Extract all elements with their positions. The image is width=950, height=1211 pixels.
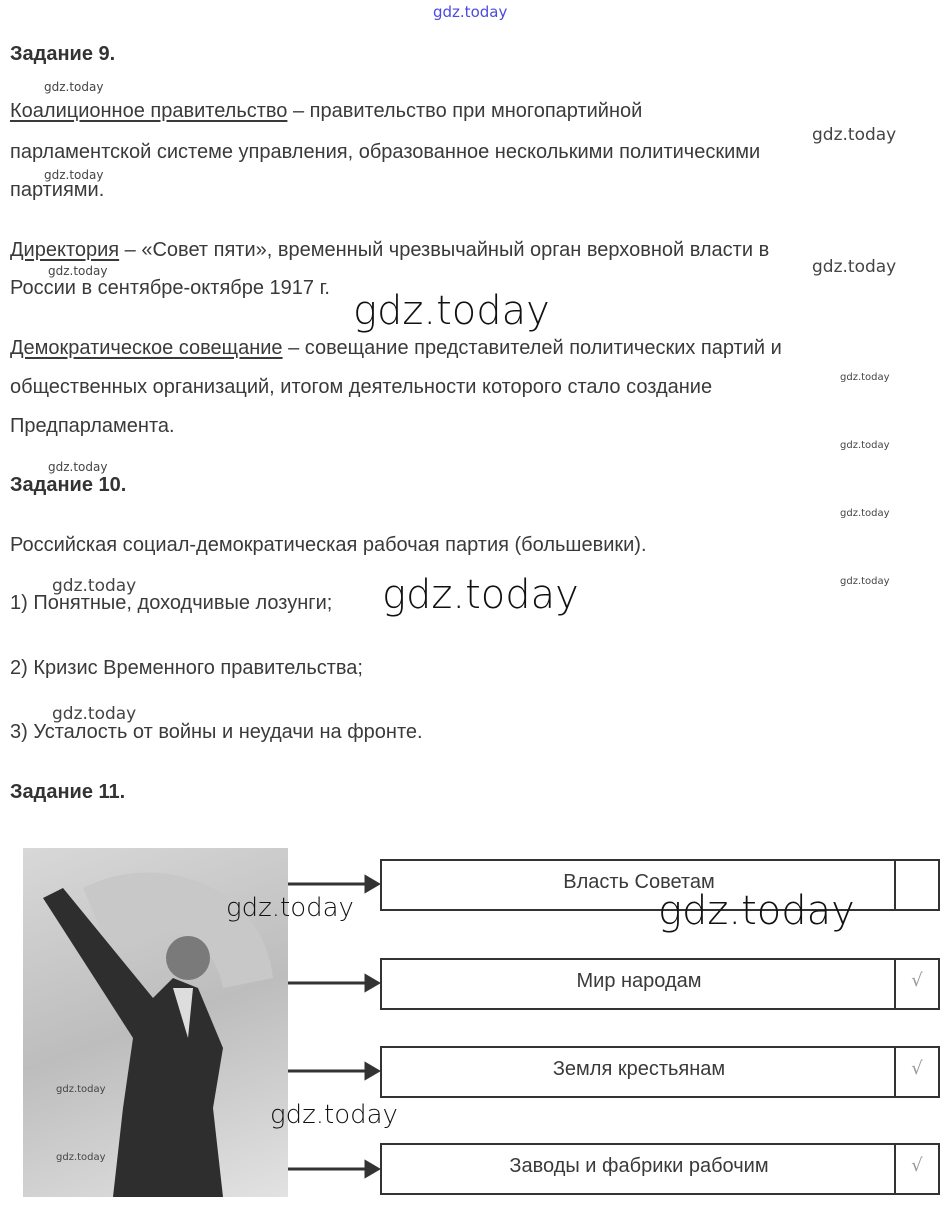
definition-line: общественных организаций, итогом деятельности которого стало создание (10, 376, 713, 398)
watermark: gdz.today (840, 508, 890, 519)
slogan-label: Заводы и фабрики рабочим (509, 1155, 769, 1177)
watermark: gdz.today (658, 888, 855, 934)
watermark: gdz.today (812, 125, 897, 145)
slogan-box (380, 1143, 940, 1195)
watermark: gdz.today (44, 168, 104, 182)
slogan-box (380, 958, 940, 1010)
definition-line: партиями. (10, 179, 105, 201)
check-cell[interactable]: √ (894, 1048, 938, 1096)
watermark: gdz.today (840, 440, 890, 451)
watermark: gdz.today (812, 257, 897, 277)
watermark: gdz.today (56, 1084, 106, 1095)
definition-line: парламентской системе управления, образованное несколькими политическими (10, 141, 761, 163)
watermark: gdz.today (226, 893, 354, 923)
task10-heading: Задание 10. (10, 474, 127, 496)
task10-answer: Российская социал-демократическая рабочая партия (большевики). (10, 534, 647, 556)
reason-item: 2) Кризис Временного правительства; (10, 657, 363, 679)
watermark: gdz.today (382, 572, 579, 618)
watermark: gdz.today (48, 264, 108, 278)
slogan-label: Земля крестьянам (552, 1058, 726, 1080)
watermark: gdz.today (52, 576, 137, 596)
watermark: gdz.today (56, 1152, 106, 1163)
watermark: gdz.today (433, 3, 508, 21)
definition-text: – «Совет пяти», временный чрезвычайный орган верховной власти в (119, 239, 770, 261)
watermark: gdz.today (840, 576, 890, 587)
watermark: gdz.today (48, 460, 108, 474)
watermark: gdz.today (840, 372, 890, 383)
watermark: gdz.today (270, 1100, 398, 1130)
reason-item: 1) Понятные, доходчивые лозунги; (10, 592, 333, 614)
watermark: gdz.today (44, 80, 104, 94)
definition-line: России в сентябре-октябре 1917 г. (10, 277, 330, 299)
slogan-label: Мир народам (576, 970, 702, 992)
term: Директория (10, 239, 120, 261)
reason-item: 3) Усталость от войны и неудачи на фронте. (10, 721, 423, 743)
definition-line: Предпарламента. (10, 415, 175, 437)
term: Демократическое совещание (10, 337, 283, 359)
slogan-box (380, 1046, 940, 1098)
task9-heading: Задание 9. (10, 43, 116, 65)
definition-text: – совещание представителей политических партий и (282, 337, 782, 359)
watermark: gdz.today (52, 704, 137, 724)
definition-text: – правительство при многопартийной (287, 100, 643, 122)
check-cell[interactable] (894, 861, 938, 909)
watermark: gdz.today (353, 288, 550, 334)
task11-heading: Задание 11. (10, 781, 126, 803)
check-cell[interactable]: √ (894, 1145, 938, 1193)
term: Коалиционное правительство (10, 100, 288, 122)
check-cell[interactable]: √ (894, 960, 938, 1008)
slogan-label: Власть Советам (563, 871, 715, 893)
